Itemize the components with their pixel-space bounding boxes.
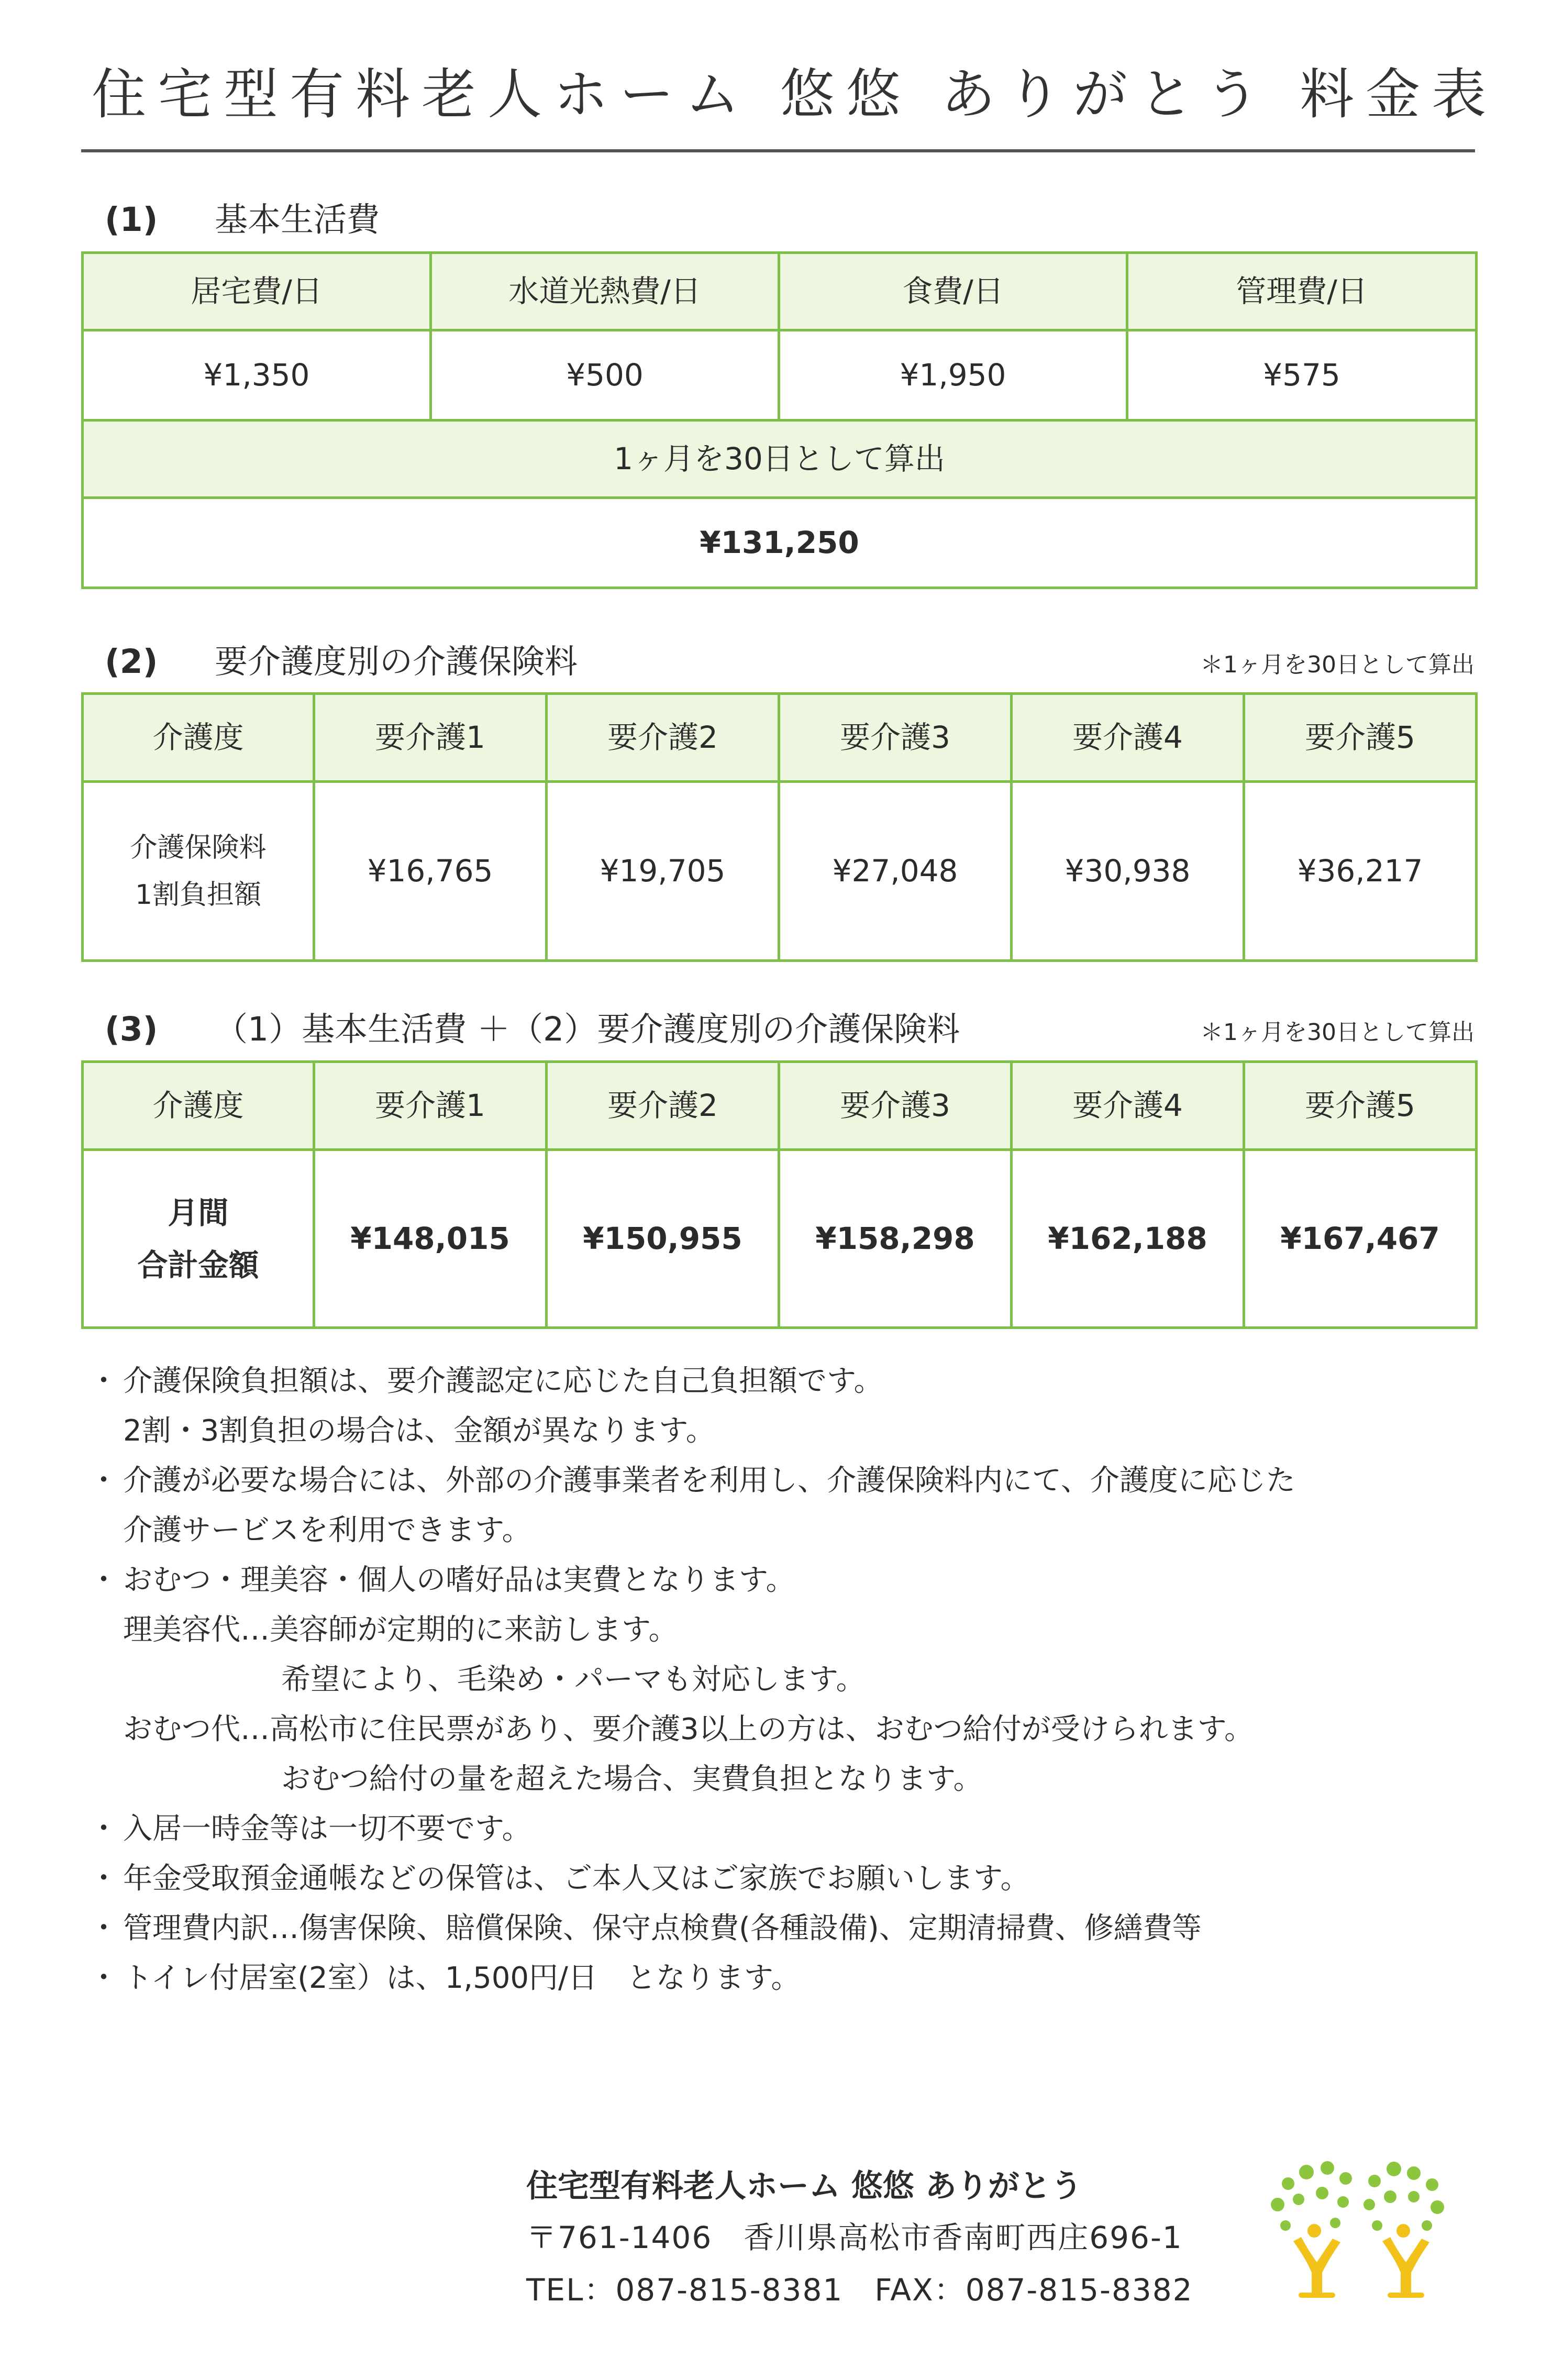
section2-note: ＊1ヶ月を30日として算出	[1200, 651, 1475, 678]
section3-heading	[105, 1010, 960, 1048]
tree-logo-icon	[1257, 2152, 1456, 2309]
header-housing: 居宅費/日	[83, 253, 431, 330]
section1-title: 基本生活費	[215, 201, 380, 239]
note-continuation: 介護サービスを利用できます。	[123, 1513, 531, 1547]
section3-number: (3)	[105, 1010, 158, 1048]
note-item: ・ 入居一時金等は一切不要です。	[94, 1804, 1295, 1854]
row-label-line1: 月間	[168, 1194, 229, 1231]
note-sub-item: おむつ代…高松市に住民票があり、要介護3以上の方は、おむつ給付が受けられます。	[123, 1712, 1254, 1746]
total-level-2: ¥150,955	[547, 1150, 779, 1328]
note-item: ・ トイレ付居室(2室）は、1,500円/日 となります。	[94, 1953, 1295, 2003]
header-level-3: 要介護3	[779, 1062, 1012, 1150]
note-sub-item: 理美容代…美容師が定期的に来訪します。	[123, 1613, 678, 1647]
header-level-2: 要介護2	[547, 1062, 779, 1150]
row-label-total	[83, 1150, 314, 1328]
note-continuation: 2割・3割負担の場合は、金額が異なります。	[123, 1414, 715, 1448]
basic-living-cost-table	[81, 251, 1478, 589]
row-label-line2: 合計金額	[137, 1247, 259, 1283]
total-level-3: ¥158,298	[779, 1150, 1012, 1328]
facility-address: 〒761-1406 香川県高松市香南町西庄696-1	[526, 2220, 1183, 2255]
section2-heading	[105, 643, 578, 681]
value-management: ¥575	[1127, 330, 1477, 420]
insurance-level-4: ¥30,938	[1012, 782, 1244, 961]
notes-list	[94, 1356, 1295, 2003]
section3-title: （1）基本生活費 ＋（2）要介護度別の介護保険料	[215, 1010, 960, 1048]
value-food: ¥1,950	[779, 330, 1127, 420]
note-item: ・ 介護保険負担額は、要介護認定に応じた自己負担額です。	[94, 1356, 1295, 1406]
header-level-1: 要介護1	[314, 1062, 547, 1150]
header-utilities: 水道光熱費/日	[431, 253, 779, 330]
monthly-total: ¥131,250	[83, 498, 1477, 588]
insurance-level-5: ¥36,217	[1244, 782, 1477, 961]
value-utilities: ¥500	[431, 330, 779, 420]
header-level-4: 要介護4	[1012, 1062, 1244, 1150]
calc-note: 1ヶ月を30日として算出	[83, 420, 1477, 498]
page-title: 住宅型有料老人ホーム 悠悠 ありがとう 料金表	[92, 62, 1498, 126]
header-care-level: 介護度	[83, 1062, 314, 1150]
insurance-level-1: ¥16,765	[314, 782, 547, 961]
row-label-line2: 1割負担額	[135, 879, 262, 911]
note-item: ・ おむつ・理美容・個人の嗜好品は実費となります。	[94, 1555, 1295, 1605]
total-level-5: ¥167,467	[1244, 1150, 1477, 1328]
header-care-level: 介護度	[83, 694, 314, 782]
note-item: ・ 年金受取預金通帳などの保管は、ご本人又はご家族でお願いします。	[94, 1854, 1295, 1903]
total-level-4: ¥162,188	[1012, 1150, 1244, 1328]
section1-heading	[105, 201, 380, 239]
facility-name: 住宅型有料老人ホーム 悠悠 ありがとう	[526, 2168, 1082, 2205]
header-level-4: 要介護4	[1012, 694, 1244, 782]
header-level-5: 要介護5	[1244, 694, 1477, 782]
title-divider	[81, 149, 1475, 152]
section2-number: (2)	[105, 643, 158, 681]
header-level-2: 要介護2	[547, 694, 779, 782]
header-management: 管理費/日	[1127, 253, 1477, 330]
section2-title: 要介護度別の介護保険料	[215, 643, 578, 681]
row-label-line1: 介護保険料	[130, 832, 267, 864]
header-level-5: 要介護5	[1244, 1062, 1477, 1150]
insurance-level-3: ¥27,048	[779, 782, 1012, 961]
note-item: ・ 介護が必要な場合には、外部の介護事業者を利用し、介護保険料内にて、介護度に応じた	[94, 1456, 1295, 1506]
facility-phone-fax: TEL：087-815-8381 FAX：087-815-8382	[526, 2272, 1193, 2308]
header-food: 食費/日	[779, 253, 1127, 330]
note-item: ・ 管理費内訳…傷害保険、賠償保険、保守点検費(各種設備)、定期清掃費、修繕費等	[94, 1903, 1295, 1953]
section1-number: (1)	[105, 201, 158, 239]
note-sub-continuation: 希望により、毛染め・パーマも対応します。	[281, 1663, 866, 1697]
header-level-3: 要介護3	[779, 694, 1012, 782]
row-label-insurance	[83, 782, 314, 961]
footer-contact	[526, 2162, 1193, 2316]
insurance-level-2: ¥19,705	[547, 782, 779, 961]
section3-note: ＊1ヶ月を30日として算出	[1200, 1019, 1475, 1046]
care-insurance-table	[81, 692, 1478, 962]
header-level-1: 要介護1	[314, 694, 547, 782]
monthly-total-table	[81, 1060, 1478, 1329]
total-level-1: ¥148,015	[314, 1150, 547, 1328]
value-housing: ¥1,350	[83, 330, 431, 420]
note-sub-continuation: おむつ給付の量を超えた場合、実費負担となります。	[281, 1762, 983, 1796]
